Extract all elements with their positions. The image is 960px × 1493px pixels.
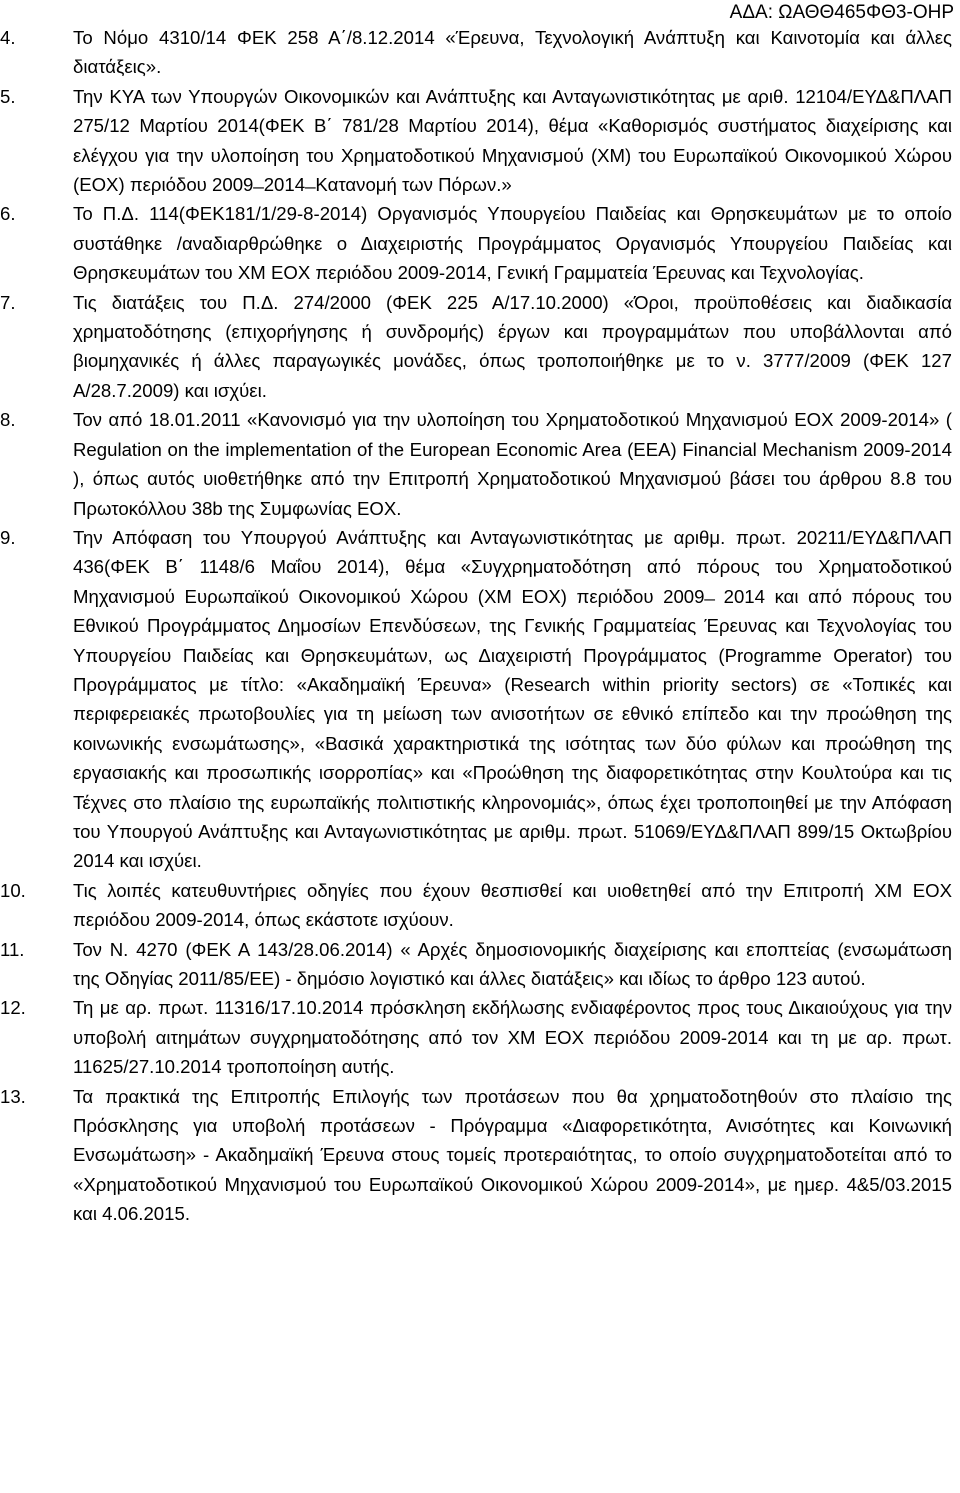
- list-item-10: [0, 876, 952, 935]
- item-number: 5.: [0, 85, 16, 107]
- list-item-11: [0, 935, 952, 994]
- item-text: Τη με αρ. πρωτ. 11316/17.10.2014 πρόσκληση εκδήλωσης ενδιαφέροντος προς τους Δικαιούχους για την υποβολή αιτημάτων συγχρηματοδότησης από τον ΧΜ ΕΟΧ περιόδου 2009-2014 και τη με αρ. πρωτ. 11625/27.10.2014 τροποποίηση αυτής.: [73, 997, 952, 1078]
- item-text: Τα πρακτικά της Επιτροπής Επιλογής των προτάσεων που θα χρηματοδοτηθούν στο πλαίσιο της Πρόσκλησης για υποβολή προτάσεων - Πρόγραμμα «Διαφορετικότητα, Ανισότητες και Κοινωνική Ενσωμάτωση» - Ακαδημαϊκή Έρευνα στους τομείς προτεραιότητας, το οποίο συγχρηματοδοτείται από το «Χρηματοδοτικού Μηχανισμού του Ευρωπαϊκού Οικονομικού Χώρου 2009-2014», με ημερ. 4&5/03.2015 και 4.06.2015.: [73, 1085, 952, 1225]
- item-number: 12.: [0, 997, 26, 1019]
- list-item-7: [0, 288, 952, 406]
- item-text: Το Π.Δ. 114(ΦΕΚ181/1/29-8-2014) Οργανισμός Υπουργείου Παιδείας και Θρησκευμάτων με το οποίο συστάθηκε /αναδιαρθρώθηκε ο Διαχειριστής Προγράμματος Οργανισμός Υπουργείου Παιδείας και Θρησκευμάτων του ΧΜ ΕΟΧ περιόδου 2009-2014, Γενική Γραμματεία Έρευνας και Τεχνολογίας.: [73, 203, 952, 284]
- ada-code: ΑΔΑ: ΩΑΘΘ465ΦΘ3-ΟΗΡ: [729, 2, 954, 23]
- document-body: [0, 23, 952, 1229]
- item-text: Τις λοιπές κατευθυντήριες οδηγίες που έχουν θεσπισθεί και υιοθετηθεί από την Επιτροπή ΧΜ ΕΟΧ περιόδου 2009-2014, όπως εκάστοτε ισχύουν.: [73, 879, 952, 931]
- item-number: 11.: [0, 938, 25, 960]
- item-number: 6.: [0, 203, 16, 225]
- list-item-6: [0, 199, 952, 287]
- item-text: Την ΚΥΑ των Υπουργών Οικονομικών και Ανάπτυξης και Ανταγωνιστικότητας με αριθ. 12104/ΕΥΔ&ΠΛΑΠ 275/12 Μαρτίου 2014(ΦΕΚ Β΄ 781/28 Μαρτίου 2014), θέμα «Καθορισμός συστήματος διαχείρισης και ελέγχου για την υλοποίηση του Χρηματοδοτικού Μηχανισμού (ΧΜ) του Ευρωπαϊκού Οικονομικού Χώρου (ΕΟΧ) περιόδου 2009 ̶ 2014 ̶ Κατανομή των Πόρων.»: [73, 85, 952, 196]
- item-text: Τις διατάξεις του Π.Δ. 274/2000 (ΦΕΚ 225 Α/17.10.2000) «Όροι, προϋποθέσεις και διαδικασία χρηματοδότησης (επιχορήγησης ή συνδρομής) έργων και προγραμμάτων που υποβάλλονται από βιομηχανικές ή άλλες παραγωγικές μονάδες, όπως τροποποιήθηκε με το ν. 3777/2009 (ΦΕΚ 127 Α/28.7.2009) και ισχύει.: [73, 291, 952, 401]
- list-item-9: [0, 523, 952, 876]
- list-item-13: [0, 1082, 952, 1229]
- item-number: 4.: [0, 27, 16, 48]
- item-text: Τον Ν. 4270 (ΦΕΚ Α 143/28.06.2014) « Αρχές δημοσιονομικής διαχείρισης και εποπτείας (ενσωμάτωση της Οδηγίας 2011/85/ΕΕ) - δημόσιο λογιστικό και άλλες διατάξεις» και ιδίως το άρθρο 123 αυτού.: [73, 938, 952, 989]
- list-item-4: [0, 23, 952, 82]
- list-item-12: [0, 993, 952, 1081]
- item-number: 7.: [0, 291, 16, 313]
- list-item-8: [0, 405, 952, 523]
- item-number: 10.: [0, 879, 26, 901]
- item-number: 8.: [0, 409, 16, 431]
- item-text: Τον από 18.01.2011 «Κανονισμό για την υλοποίηση του Χρηματοδοτικού Μηχανισμού ΕΟΧ 2009-2014» ( Regulation on the implementation of the European Economic Area (EEA) Financial Mechanism 2009-2014 ), όπως αυτός υιοθετήθηκε από την Επιτροπή Χρηματοδοτικού Μηχανισμού βάσει του άρθρου 8.8 του Πρωτοκόλλου 38b της Συμφωνίας ΕΟΧ.: [73, 409, 952, 519]
- item-number: 13.: [0, 1085, 26, 1107]
- item-text: Το Νόμο 4310/14 ΦΕΚ 258 Α΄/8.12.2014 «Έρευνα, Τεχνολογική Ανάπτυξη και Καινοτομία και άλλες διατάξεις».: [73, 27, 952, 78]
- item-text: Την Απόφαση του Υπουργού Ανάπτυξης και Ανταγωνιστικότητας με αριθμ. πρωτ. 20211/ΕΥΔ&ΠΛΑΠ 436(ΦΕΚ Β΄ 1148/6 Μαΐου 2014), θέμα «Συγχρηματοδότηση από πόρους του Χρηματοδοτικού Μηχανισμού Ευρωπαϊκού Οικονομικού Χώρου (ΧΜ ΕΟΧ) περιόδου 2009 ̶ 2014 και από πόρους του Εθνικού Προγράμματος Δημοσίων Επενδύσεων, της Γενικής Γραμματείας Έρευνας και Τεχνολογίας του Υπουργείου Παιδείας και Θρησκευμάτων, ως Διαχειριστή Προγράμματος (Programme Operator) του Προγράμματος με τίτλο: «Ακαδημαϊκή Έρευνα» (Research within priority sectors) σε «Τοπικές και περιφερειακές πρωτοβουλίες για τη μείωση των ανισοτήτων σε εθνικό επίπεδο και την προώθηση της κοινωνικής ενσωμάτωσης», «Βασικά χαρακτηριστικά της ισότητας των δύο φύλων και προώθηση της εργασιακής και προσωπικής ισορροπίας» και «Προώθηση της διαφορετικότητας στην Κουλτούρα και τις Τέχνες στο πλαίσιο της ευρωπαϊκής πολιτιστικής κληρονομιάς», όπως έχει τροποποιηθεί με την Απόφαση του Υπουργού Ανάπτυξης και Ανταγωνιστικότητας με αριθμ. πρωτ. 51069/ΕΥΔ&ΠΛΑΠ 899/15 Οκτωβρίου 2014 και ισχύει.: [73, 526, 952, 872]
- list-item-5: [0, 82, 952, 200]
- item-number: 9.: [0, 526, 16, 548]
